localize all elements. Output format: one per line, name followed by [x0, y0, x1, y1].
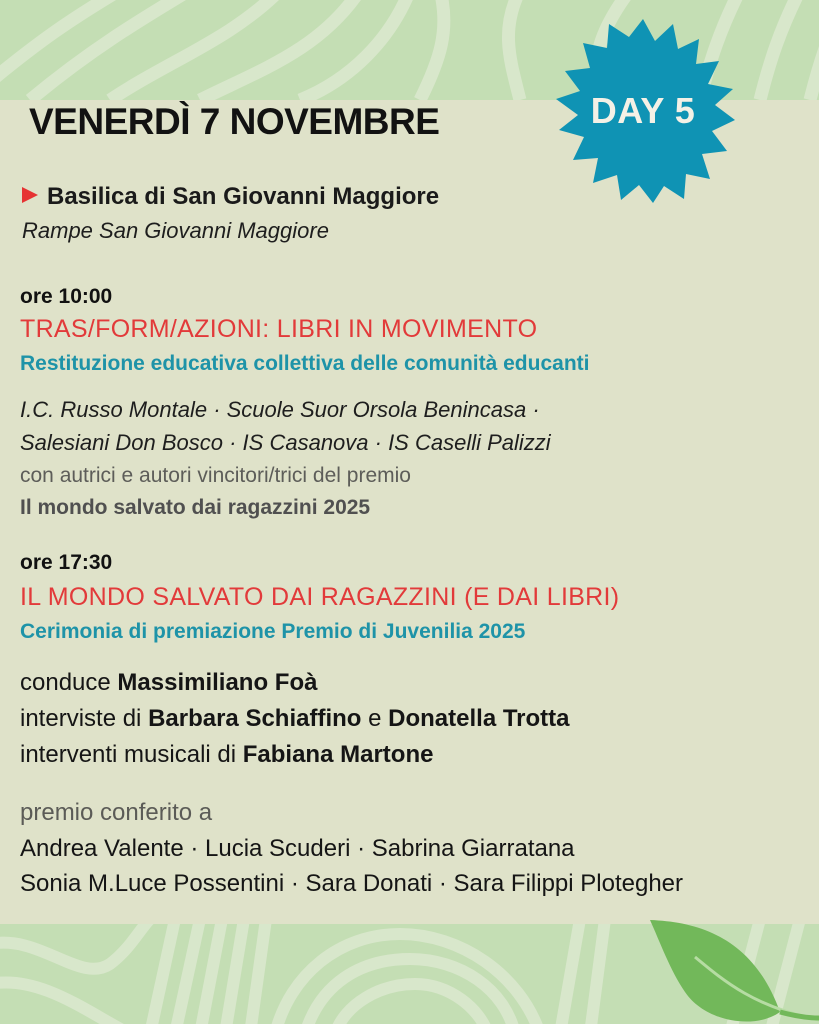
- venue-name-row: [22, 183, 439, 211]
- winners-line-2: Sonia M.Luce Possentini · Sara Donati · Sara Filippi Plotegher: [20, 870, 683, 897]
- credit-music-name: Fabiana Martone: [242, 741, 434, 768]
- event-1-subtitle: Restituzione educativa collettiva delle comunità educanti: [20, 352, 590, 375]
- credit-music-label: interventi musicali di: [20, 741, 243, 768]
- event-1-schools-line-2: Salesiani Don Bosco · IS Casanova · IS Caselli Palizzi: [20, 430, 551, 455]
- red-triangle-icon: [22, 187, 38, 203]
- event-2-subtitle: Cerimonia di premiazione Premio di Juvenilia 2025: [20, 620, 526, 643]
- credit-interviewer-2: Donatella Trotta: [388, 705, 570, 732]
- credit-conjunction: e: [361, 705, 389, 732]
- credit-host-name: Massimiliano Foà: [117, 669, 318, 696]
- credit-interviewer-1: Barbara Schiaffino: [148, 705, 362, 732]
- event-1-note: con autrici e autori vincitori/trici del premio: [20, 464, 411, 487]
- credit-host-label: conduce: [20, 669, 118, 696]
- day-badge-label: DAY 5: [590, 90, 696, 131]
- venue-name: Basilica di San Giovanni Maggiore: [47, 183, 440, 210]
- credit-interviews: [20, 705, 570, 733]
- event-1-schools-line-1: I.C. Russo Montale · Scuole Suor Orsola Benincasa ·: [20, 397, 540, 422]
- day-badge: [551, 19, 735, 203]
- credit-host: [20, 669, 317, 697]
- event-1-title: TRAS/FORM/AZIONI: LIBRI IN MOVIMENTO: [20, 315, 538, 343]
- winners-line-1: Andrea Valente · Lucia Scuderi · Sabrina Giarratana: [20, 835, 575, 862]
- awarded-label: premio conferito a: [20, 799, 213, 826]
- credit-interviews-label: interviste di: [20, 705, 149, 732]
- leaf-icon: [645, 912, 819, 1024]
- event-date: VENERDÌ 7 NOVEMBRE: [29, 101, 440, 142]
- event-1-award: Il mondo salvato dai ragazzini 2025: [20, 496, 371, 519]
- credit-music: [20, 741, 433, 769]
- event-2-title: IL MONDO SALVATO DAI RAGAZZINI (E DAI LIBRI): [20, 583, 620, 611]
- event-2-time: ore 17:30: [20, 551, 113, 574]
- venue-address: Rampe San Giovanni Maggiore: [22, 218, 329, 243]
- event-1-time: ore 10:00: [20, 285, 113, 308]
